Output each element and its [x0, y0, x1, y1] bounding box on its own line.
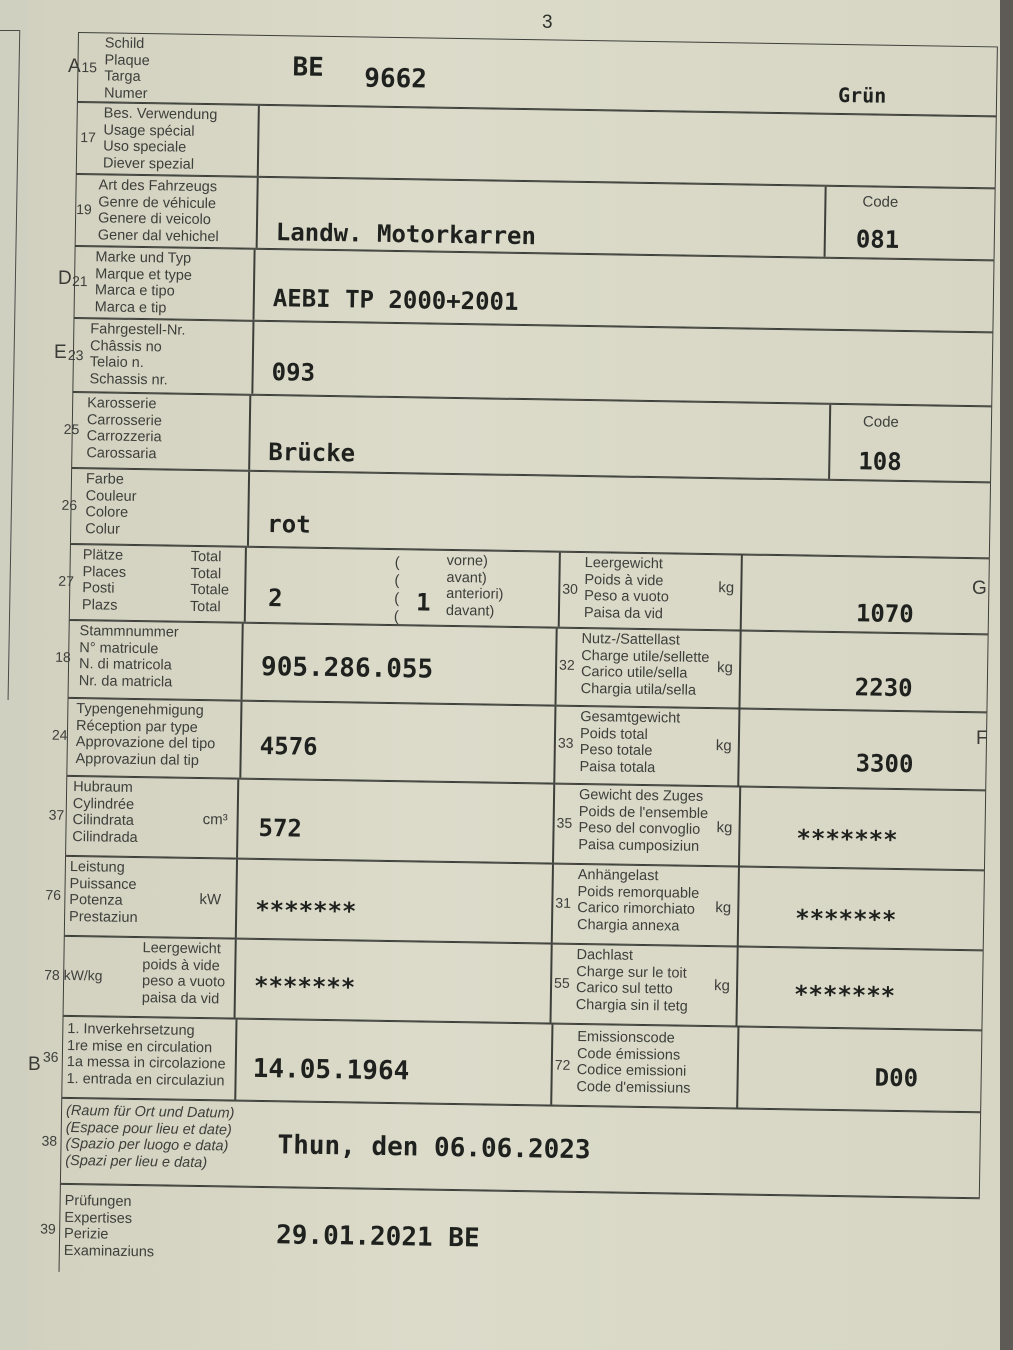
registration-document-page: [28, 0, 1000, 1350]
field-labels: Marke und Typ Marque et type Marca e tipo Marca e tip: [94, 249, 193, 316]
seats-front-value: 1: [415, 588, 431, 617]
field-labels: Fahrgestell-Nr. Châssis no Telaio n. Schassis nr.: [89, 321, 186, 388]
field-labels: Farbe Couleur Colore Colur: [85, 471, 137, 538]
empty-weight-value: 1070: [855, 599, 914, 629]
field-number: 21: [71, 272, 88, 290]
field-number: 76: [45, 886, 62, 903]
unit-label: kW: [199, 891, 222, 909]
plate-color-note: Grün: [837, 82, 887, 108]
margin-letter-g: G: [972, 578, 987, 599]
field-number: 30: [562, 580, 579, 597]
field-number: 78 kW/kg: [44, 966, 103, 984]
field-labels: Emissionscode Code émissions Codice emissioni Code d'emissiuns: [576, 1028, 691, 1097]
field-number: 31: [555, 894, 572, 911]
margin-letter-e: E: [54, 342, 67, 363]
margin-letter-a: A: [68, 56, 81, 77]
field-labels: Hubraum Cylindrée Cilindrata Cilindrada: [72, 779, 138, 846]
field-labels: Nutz-/Sattellast Charge utile/sellette Carico utile/sella Chargia utila/sella: [580, 630, 710, 699]
roof-load-value: *******: [793, 980, 896, 1010]
field-labels: Leistung Puissance Potenza Prestaziun: [68, 858, 138, 926]
margin-letter-b: B: [28, 1054, 41, 1075]
field-number: 55: [554, 974, 570, 991]
field-labels: Bes. Verwendung Usage spécial Uso speciale Diever spezial: [102, 105, 218, 173]
field-number: 17: [80, 129, 97, 146]
vehicle-kind-code: 081: [855, 225, 900, 254]
field-number: 18: [55, 648, 71, 665]
divider: [257, 106, 260, 176]
row-inspections: [40, 1184, 980, 1286]
divider: [551, 865, 554, 943]
row-color: [61, 468, 991, 558]
field-number: 39: [40, 1220, 56, 1237]
margin-letter-d: D: [58, 268, 72, 289]
divider: [234, 1020, 237, 1100]
divider: [253, 250, 256, 320]
field-labels: Leergewicht poids à vide peso a vuoto paisa da vid: [141, 940, 226, 1007]
divider: [244, 548, 247, 622]
divider: [241, 624, 244, 700]
field-number: 35: [556, 814, 573, 831]
field-labels: 1. Inverkehrsetzung 1re mise en circulation 1a messa in circolazione 1. entrada en circulaziun: [66, 1020, 226, 1089]
field-number: 38: [41, 1132, 58, 1149]
row-displacement-combination: [48, 776, 986, 870]
field-labels: (Raum für Ort und Datum) (Espace pour lieu et date) (Spazio per luogo e data) (Spazi per lieu e data): [65, 1102, 235, 1171]
body-code: 108: [858, 447, 902, 476]
divider: [558, 553, 561, 627]
gross-weight-value: 3300: [855, 749, 914, 779]
trailer-load-value: *******: [794, 904, 897, 934]
chassis-value: 093: [271, 358, 316, 387]
body-value: Brücke: [268, 438, 356, 468]
divider: [234, 940, 237, 1018]
field-labels: Gewicht des Zuges Poids de l'ensemble Peso del convoglio Paisa cumposiziun: [578, 786, 709, 855]
combination-weight-value: *******: [796, 824, 898, 854]
inspections-value: 29.01.2021 BE: [275, 1220, 480, 1254]
row-chassis: [67, 318, 993, 406]
divider: [235, 860, 238, 938]
power-value: *******: [255, 895, 357, 926]
divider: [549, 945, 552, 1023]
divider: [824, 187, 827, 257]
divider: [251, 322, 254, 394]
type-approval-value: 4576: [259, 731, 318, 761]
divider: [738, 631, 741, 707]
field-labels: Dachlast Charge sur le toit Carico sul tetto Chargia sin il tetg: [575, 946, 688, 1015]
power-weight-value: *******: [253, 971, 356, 1002]
vehicle-form: [40, 32, 1008, 1346]
divider: [735, 947, 738, 1025]
field-number: 37: [48, 806, 65, 823]
row-power-trailer: [45, 856, 985, 950]
row-place-date: [41, 1098, 981, 1198]
field-labels: Plätze Places Posti Plazs: [81, 547, 127, 614]
unit-label: kg: [716, 659, 734, 677]
row-type-approval-gross: [51, 698, 987, 790]
matricule-value: 905.286.055: [260, 651, 434, 685]
divider: [236, 780, 239, 858]
displacement-value: 572: [258, 813, 303, 843]
divider: [239, 702, 242, 778]
emission-code-value: D00: [874, 1063, 919, 1093]
row-first-registration-emission: [42, 1016, 982, 1112]
total-labels: Total Total Totale Total: [189, 548, 230, 615]
make-type-value: AEBI TP 2000+2001: [272, 284, 519, 316]
front-labels: vorne) avant) anteriori) davant): [445, 552, 504, 620]
unit-label: cm³: [202, 811, 228, 829]
bracket: ( ( ( (: [393, 554, 400, 626]
field-number: 24: [51, 726, 68, 743]
divider: [247, 472, 250, 546]
field-labels: Art des Fahrzeugs Genre de véhicule Genere di veicolo Gener dal vehichel: [97, 177, 219, 245]
field-labels: Stammnummer N° matricule N. di matricola Nr. da matricla: [78, 623, 179, 691]
unit-label: kg: [715, 737, 732, 755]
divider: [828, 405, 831, 479]
divider: [737, 867, 740, 945]
field-number: 26: [61, 496, 78, 514]
unit-label: kg: [716, 819, 733, 837]
vehicle-kind-value: Landw. Motorkarren: [275, 218, 537, 251]
unit-label: kg: [718, 579, 735, 597]
field-number: 32: [558, 656, 575, 673]
code-label: Code: [862, 193, 899, 211]
divider: [552, 785, 555, 863]
divider: [248, 396, 251, 470]
divider: [736, 1027, 739, 1107]
field-number: 25: [63, 420, 80, 438]
field-number: 33: [557, 734, 574, 751]
row-power-weight-roof: [44, 936, 984, 1030]
divider: [554, 629, 557, 705]
field-labels: Typengenehmigung Réception par type Approvazione del tipo Approvaziun dal tip: [75, 701, 216, 769]
row-body: [63, 392, 992, 482]
color-value: rot: [267, 510, 311, 539]
row-matricule-payload: [55, 620, 989, 712]
divider: [553, 707, 556, 783]
payload-value: 2230: [854, 673, 913, 703]
field-labels: Karosserie Carrosserie Carrozzeria Carossaria: [86, 395, 162, 462]
seats-total-value: 2: [267, 584, 283, 613]
field-number: 36: [42, 1048, 59, 1065]
field-number: 23: [67, 346, 84, 364]
unit-label: kg: [715, 899, 732, 917]
left-page-rule: [8, 30, 21, 700]
field-labels: Prüfungen Expertises Perizie Examinaziuns: [63, 1192, 155, 1260]
left-page-rule-top: [0, 30, 19, 31]
divider: [550, 1025, 553, 1105]
first-registration-value: 14.05.1964: [252, 1053, 410, 1087]
field-labels: Leergewicht Poids à vide Peso a vuoto Paisa da vid: [583, 555, 669, 622]
divider: [738, 787, 741, 865]
row-seats-empty-weight: [58, 544, 990, 634]
margin-letter-f: F: [976, 728, 988, 749]
place-date-value: Thun, den 06.06.2023: [277, 1130, 591, 1166]
field-number: 15: [81, 59, 98, 76]
divider: [256, 178, 259, 248]
page-number: 3: [542, 12, 553, 33]
plate-canton: BE: [292, 52, 325, 83]
divider: [740, 555, 743, 629]
plate-number: 9662: [364, 63, 428, 95]
field-labels: Schild Plaque Targa Numer: [103, 35, 150, 102]
field-number: 72: [554, 1056, 571, 1073]
code-label: Code: [862, 413, 899, 431]
field-labels: Gesamtgewicht Poids total Peso totale Paisa totala: [579, 708, 681, 776]
divider: [737, 709, 740, 785]
field-number: 19: [76, 200, 92, 218]
field-labels: Anhängelast Poids remorquable Carico rimorchiato Chargia annexa: [576, 866, 700, 935]
unit-label: kg: [713, 977, 731, 995]
field-number: 27: [58, 572, 75, 590]
